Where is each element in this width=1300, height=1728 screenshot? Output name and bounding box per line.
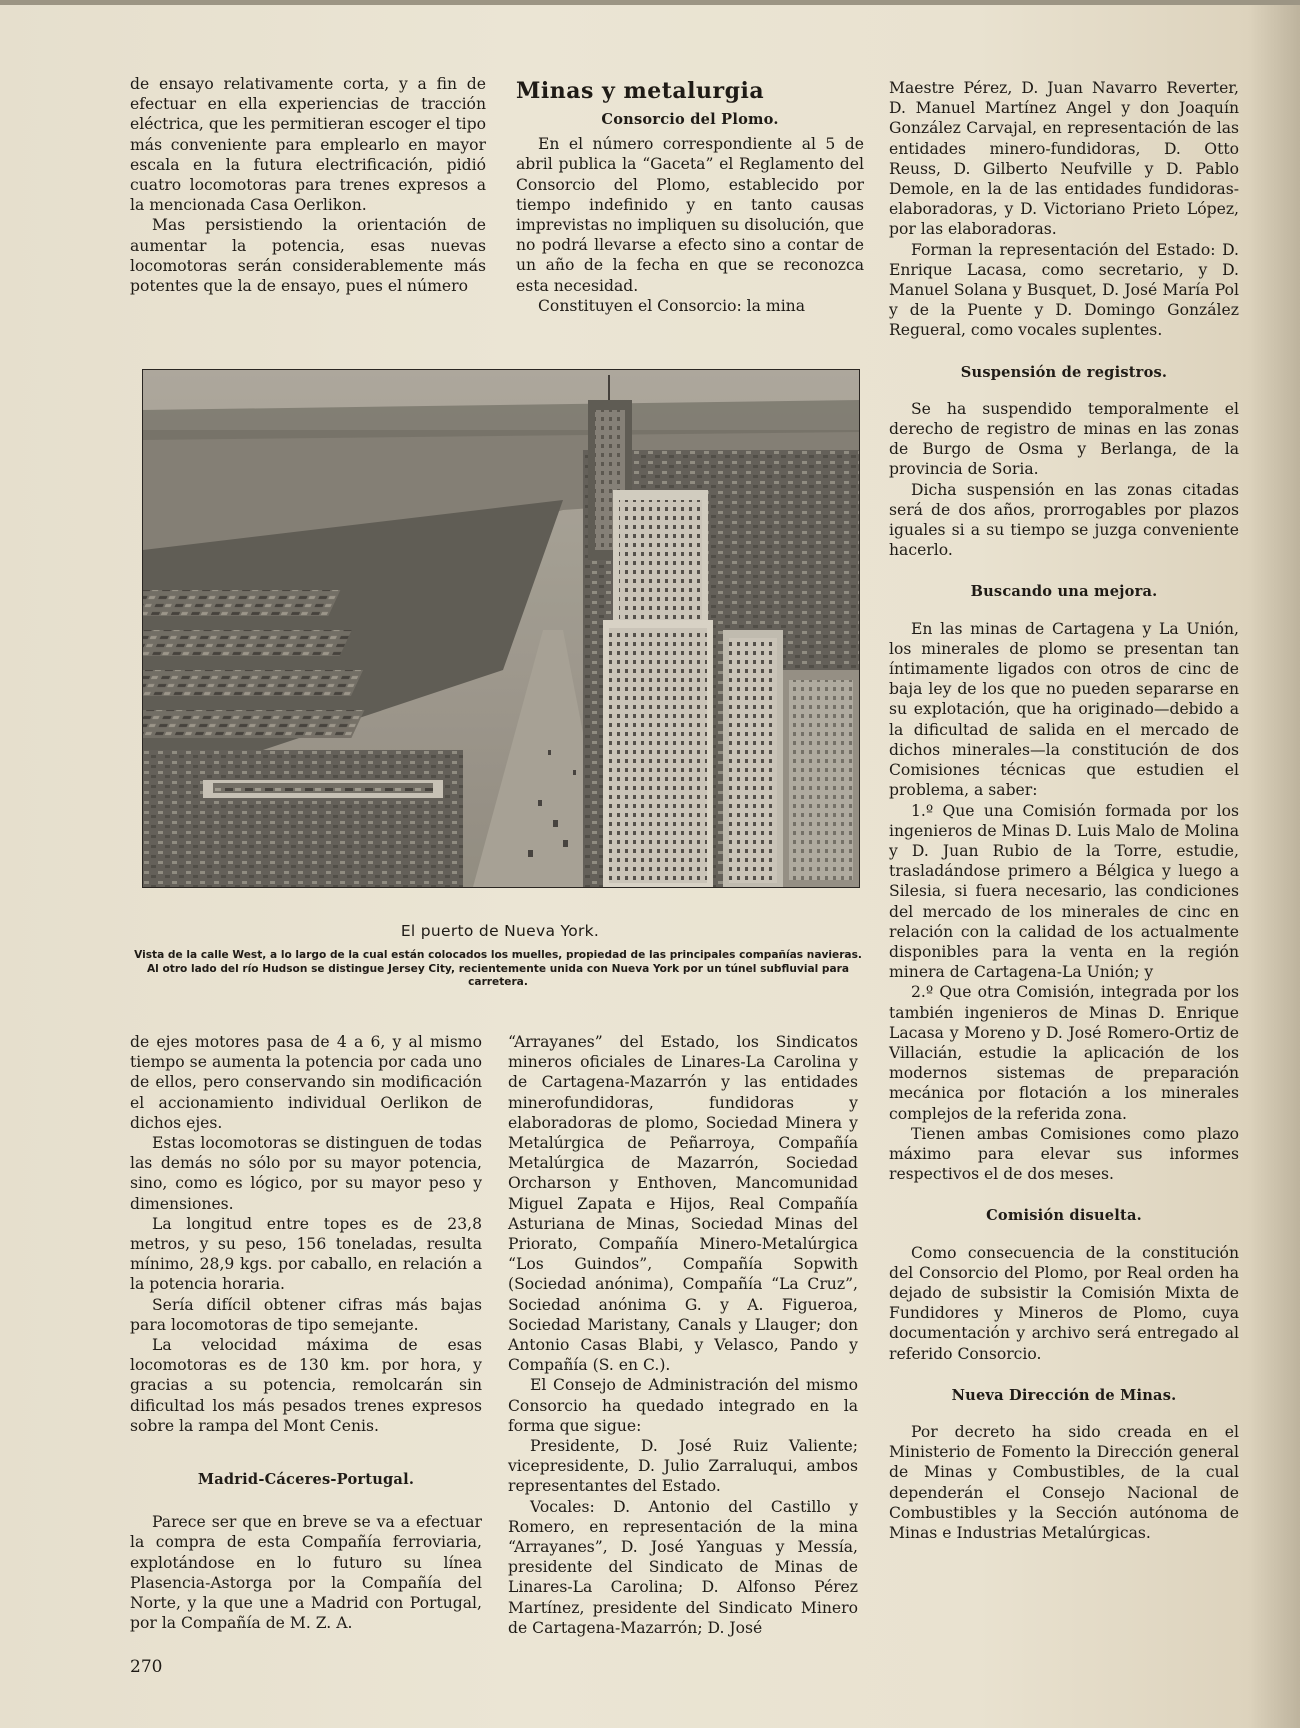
- paragraph: “Arrayanes” del Estado, los Sindicatos mineros oficiales de Linares-La Carolina y de Cartagena-Mazarrón y las entidades minerofundidoras, fundidoras y elaboradoras de plomo, Sociedad Minera y Metalúrgica de Peñarroya, Compañía Metalúrgica de Mazarrón, Sociedad Orcharson y Enthoven, Mancomunidad Miguel Zapata e Hijos, Real Compañía Asturiana de Minas, Sociedad Minas del Priorato, Compañía Minero-Metalúrgica “Los Guindos”, Compañía Sopwith (Sociedad anónima), Compañía “La Cruz”, Sociedad anónima G. y A. Figueroa, Sociedad Maristany, Canals y Llauger; don Antonio Casas Blabi, y Velasco, Pando y Compañía (S. en C.).: [508, 1033, 858, 1375]
- paragraph: En las minas de Cartagena y La Unión, los minerales de plomo se presentan tan íntimamente ligados con otros de cinc de baja ley de los que no pueden separarse en su explotación, que ha originado—debido a la dificultad de salida en el mercado de dichos minerales—la constitución de dos Comisiones técnicas que estudien el problema, a saber:: [889, 619, 1239, 800]
- article-heading: Madrid-Cáceres-Portugal.: [197, 1471, 415, 1489]
- paragraph: de ensayo relativamente corta, y a fin de efectuar en ella experiencias de tracción eléctrica, que les permitieran escoger el tipo más conveniente para emplearlo en mayor escala en la futura electrificación, pidió cuatro locomotoras para trenes expresos a la mencionada Casa Oerlikon.: [130, 75, 486, 215]
- paragraph: Estas locomotoras se distinguen de todas las demás no sólo por su mayor potencia, sino, como es lógico, por su mayor peso y dimensiones.: [130, 1134, 482, 1213]
- article-heading: Consorcio del Plomo.: [601, 111, 779, 128]
- photo-caption-body: Vista de la calle West, a lo largo de la cual están colocados los muelles, propiedad de las principales compañías navieras. Al otro lado del río Hudson se distingue Jersey City, recientemente unida con Nueva York por un túnel subfluvial para carretera.: [134, 949, 862, 988]
- article-heading: Comisión disuelta.: [986, 1207, 1142, 1225]
- paragraph: 1.º Que una Comisión formada por los ingenieros de Minas D. Luis Malo de Molina y D. Juan Rubio de la Torre, estudie, trasladándose primero a Bélgica y luego a Silesia, si fuera necesario, las condiciones del mercado de los minerales de cinc en relación con la calidad de los actualmente disponibles para la venta en la región minera de Cartagena-La Unión; y: [889, 801, 1239, 982]
- column-2-bottom: [508, 1032, 858, 1638]
- top-edge: [0, 0, 1300, 5]
- paragraph: Se ha suspendido temporalmente el derecho de registro de minas en las zonas de Burgo de Osma y Berlanga, de la provincia de Soria.: [889, 399, 1239, 479]
- harbor-photo: [142, 369, 860, 888]
- paragraph: En el número correspondiente al 5 de abril publica la “Gaceta” el Reglamento del Consorcio del Plomo, establecido por tiempo indefinido y en tanto causas imprevistas no impliquen su disolución, que no podrá llevarse a efecto sino a contar de un año de la fecha en que se reconozca esta necesidad.: [516, 135, 864, 295]
- section-title: Minas y metalurgia: [516, 78, 765, 104]
- paragraph: Parece ser que en breve se va a efectuar la compra de esta Compañía ferroviaria, explotándose en lo futuro su línea Plasencia-Astorga por la Compañía del Norte, y la que une a Madrid con Portugal, por la Compañía de M. Z. A.: [130, 1513, 482, 1633]
- column-1-top: [130, 74, 486, 296]
- paragraph: Como consecuencia de la constitución del Consorcio del Plomo, por Real orden ha dejado de subsistir la Comisión Mixta de Fundidores y Mineros de Plomo, cuya documentación y archivo será entregado al referido Consorcio.: [889, 1243, 1239, 1363]
- column-3: [889, 78, 1239, 1543]
- paragraph: Tienen ambas Comisiones como plazo máximo para elevar sus informes respectivos el de dos meses.: [889, 1124, 1239, 1184]
- paragraph: La longitud entre topes es de 23,8 metros, y su peso, 156 toneladas, resulta mínimo, 28,9 kgs. por caballo, en relación a la potencia horaria.: [130, 1214, 482, 1294]
- paragraph: de ejes motores pasa de 4 a 6, y al mismo tiempo se aumenta la potencia por cada uno de ellos, pero conservando sin modificación el accionamiento individual Oerlikon de dichos ejes.: [130, 1033, 482, 1132]
- paragraph: Por decreto ha sido creada en el Ministerio de Fomento la Dirección general de Minas y Combustibles, de la cual dependerán el Consejo Nacional de Combustibles y la Sección autónoma de Minas e Industrias Metalúrgicas.: [889, 1422, 1239, 1542]
- aerial-city-illustration: [143, 370, 859, 887]
- paragraph: Vocales: D. Antonio del Castillo y Romero, en representación de la mina “Arrayanes”, D. José Yanguas y Messía, presidente del Sindicato de Minas de Linares-La Carolina; D. Alfonso Pérez Martínez, presidente del Sindicato Minero de Cartagena-Mazarrón; D. José: [508, 1497, 858, 1637]
- article-heading: Nueva Dirección de Minas.: [951, 1386, 1177, 1404]
- paragraph: El Consejo de Administración del mismo Consorcio ha quedado integrado en la forma que sigue:: [508, 1376, 858, 1435]
- paragraph: Constituyen el Consorcio: la mina: [538, 296, 806, 315]
- paragraph: Dicha suspensión en las zonas citadas será de dos años, prorrogables por plazos iguales si a su tiempo se juzga conveniente hacerlo.: [889, 480, 1239, 560]
- paragraph: Maestre Pérez, D. Juan Navarro Reverter, D. Manuel Martínez Angel y don Joaquín González Carvajal, en representación de las entidades minero-fundidoras, D. Otto Reuss, D. Gilberto Neufville y D. Pablo Demole, en la de las entidades fundidoras-elaboradoras, y D. Victoriano Prieto López, por las elaboradoras.: [889, 79, 1239, 239]
- paragraph: La velocidad máxima de esas locomotoras es de 130 km. por hora, y gracias a su potencia, remolcarán sin dificultad los más pesados trenes expresos sobre la rampa del Mont Cenis.: [130, 1336, 482, 1435]
- paragraph: 2.º Que otra Comisión, integrada por los también ingenieros de Minas D. Enrique Lacasa y Moreno y D. José Romero-Ortiz de Villacián, estudie la aplicación de los modernos sistemas de preparación mecánica por flotación a los minerales complejos de la referida zona.: [889, 983, 1239, 1123]
- paragraph: Forman la representación del Estado: D. Enrique Lacasa, como secretario, y D. Manuel Solana y Busquet, D. José María Pol y de la Puente y D. Domingo González Regueral, como vocales suplentes.: [889, 240, 1239, 340]
- column-1-bottom: [130, 1032, 482, 1633]
- photo-caption-title: El puerto de Nueva York.: [400, 922, 600, 940]
- paragraph: Presidente, D. José Ruiz Valiente; vicepresidente, D. Julio Zarraluqui, ambos representantes del Estado.: [508, 1437, 858, 1496]
- paragraph: Sería difícil obtener cifras más bajas para locomotoras de tipo semejante.: [130, 1295, 482, 1334]
- column-2-top: [516, 78, 864, 316]
- article-heading: Buscando una mejora.: [970, 583, 1158, 601]
- page-number: 270: [130, 1657, 163, 1677]
- paragraph: Mas persistiendo la orientación de aumentar la potencia, esas nuevas locomotoras serán considerablemente más potentes que la de ensayo, pues el número: [130, 216, 486, 296]
- article-heading: Suspensión de registros.: [960, 363, 1168, 381]
